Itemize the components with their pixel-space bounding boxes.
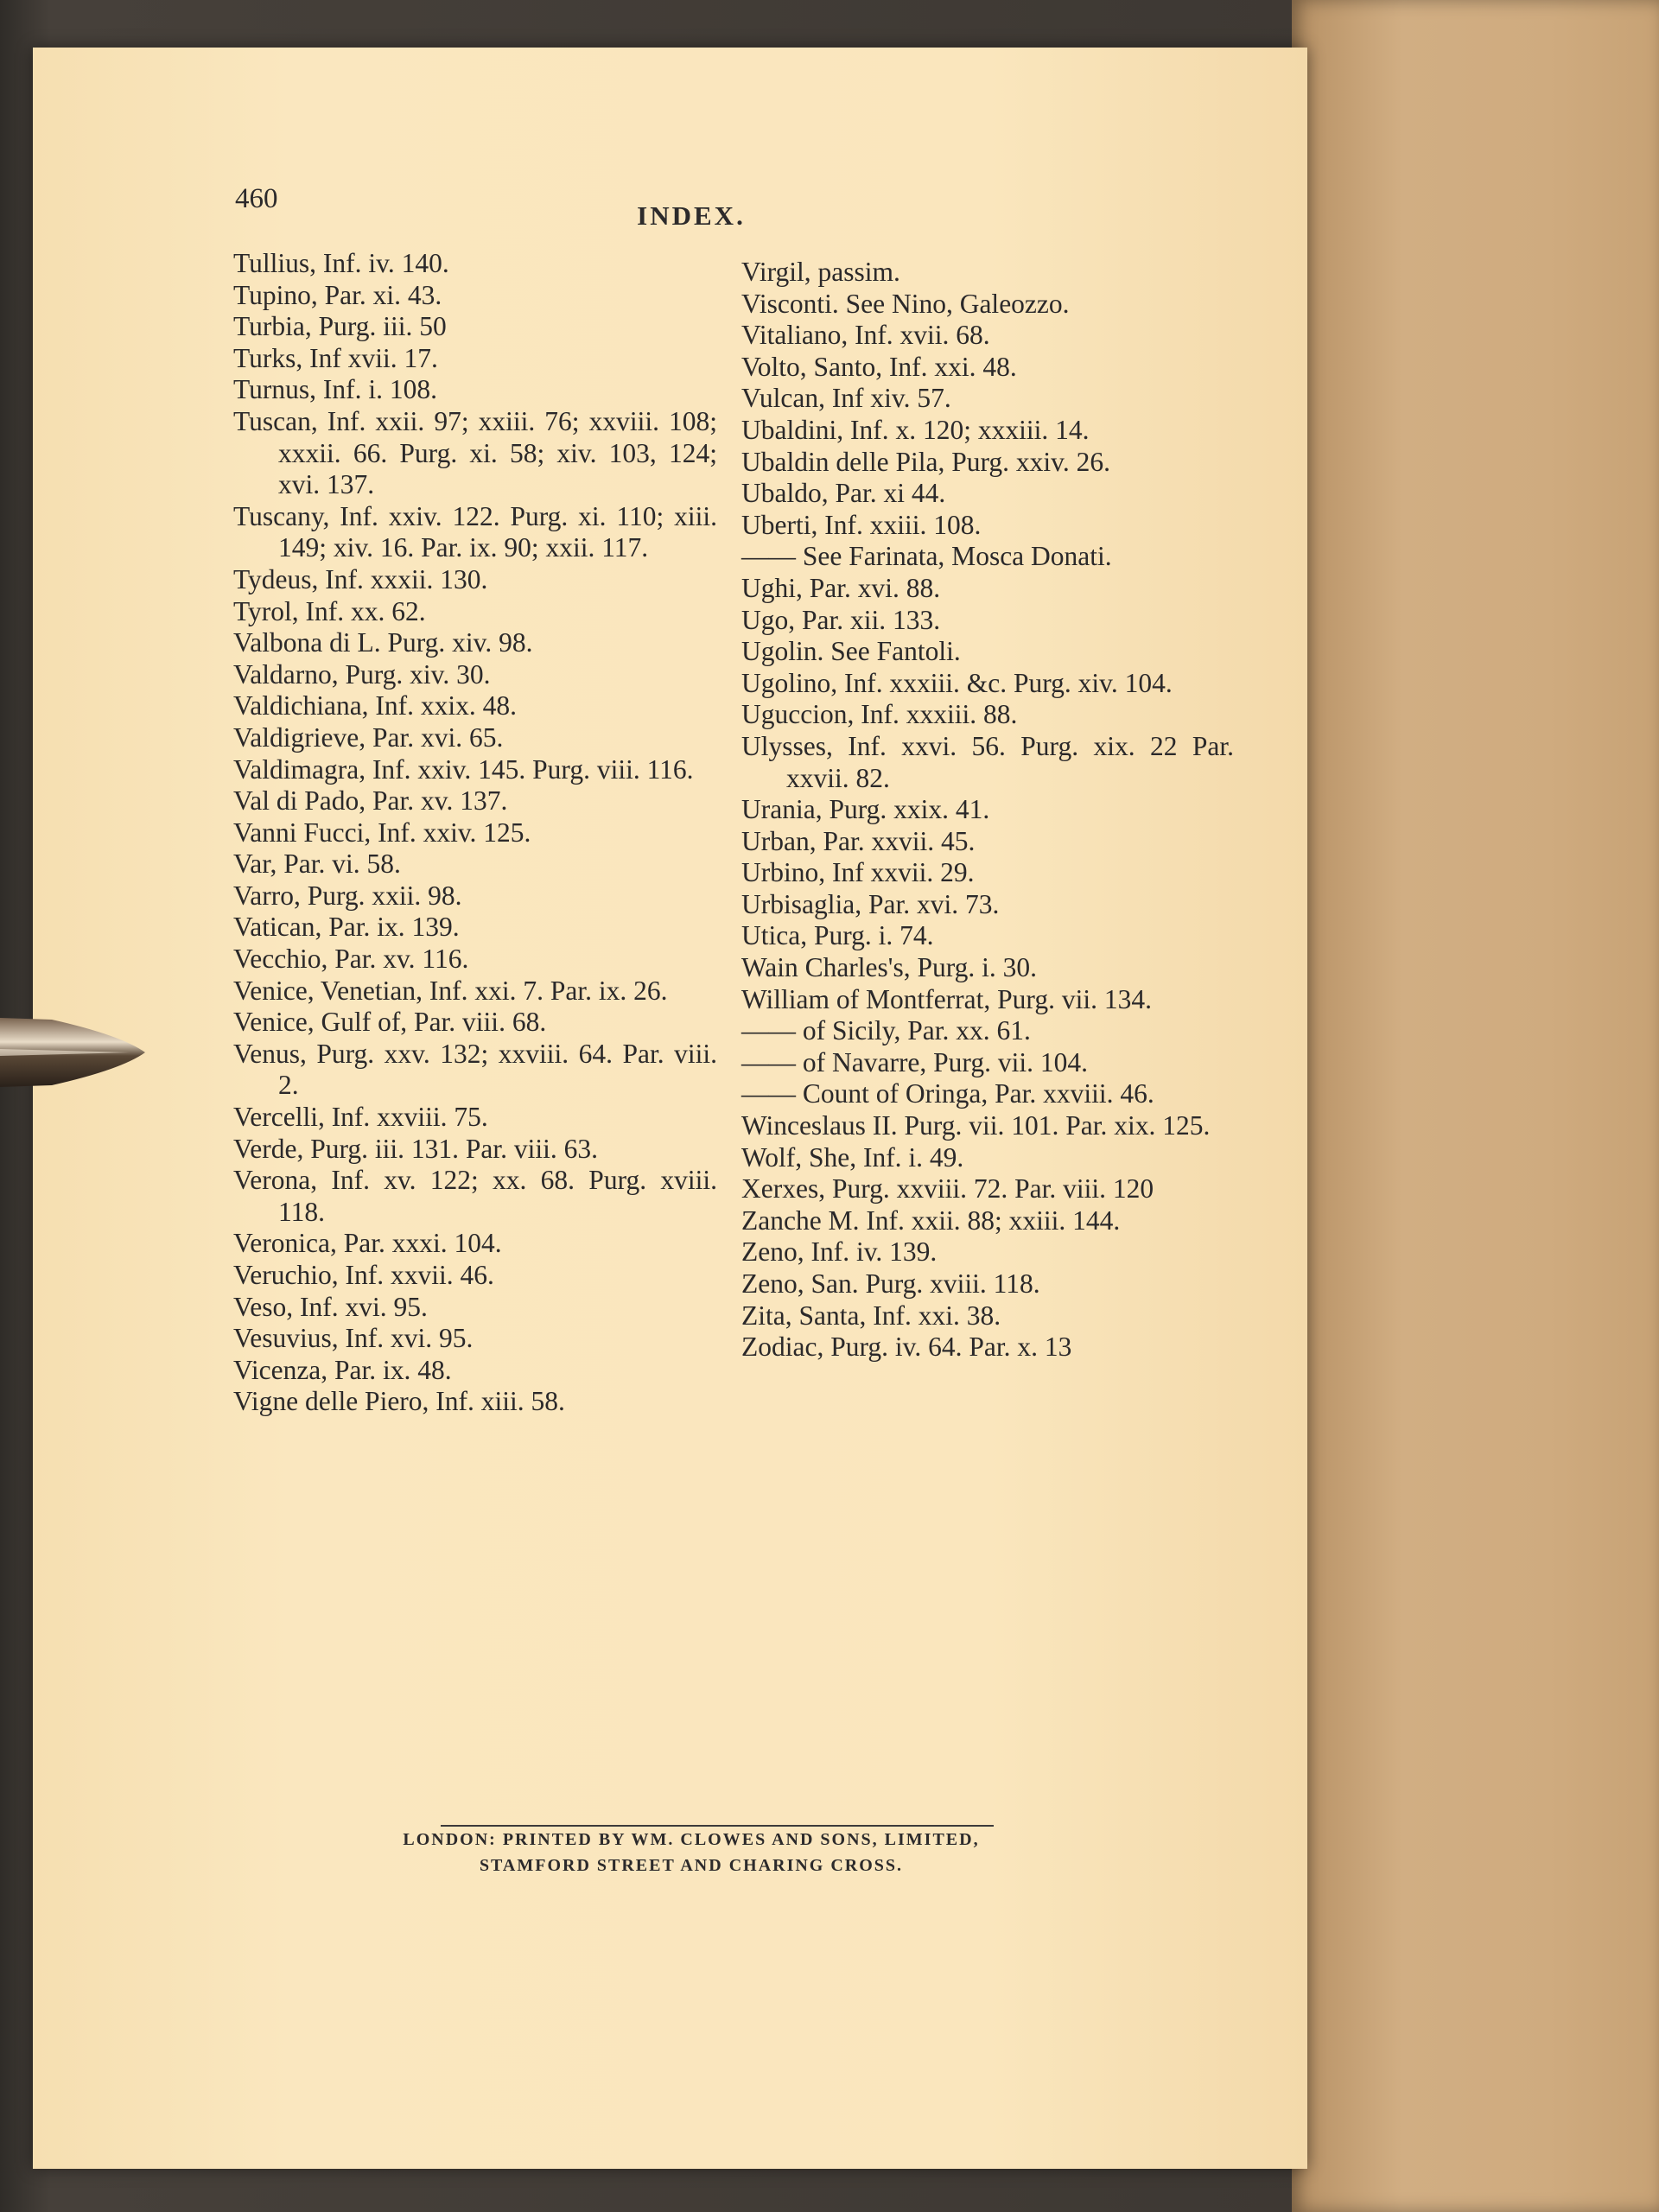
index-entry: Vanni Fucci, Inf. xxiv. 125. <box>233 817 531 848</box>
index-entry: Tydeus, Inf. xxxii. 130. <box>233 563 488 594</box>
index-entry: Ubaldo, Par. xi 44. <box>741 478 946 509</box>
index-entry: Uberti, Inf. xxiii. 108. <box>741 509 982 540</box>
index-entry: Ugolin. See Fantoli. <box>741 636 961 667</box>
index-entry: Ugolino, Inf. xxxiii. &c. Purg. xiv. 104. <box>741 667 1173 698</box>
index-entry: Urbino, Inf xxvii. 29. <box>741 857 975 888</box>
index-entry: Venus, Purg. xxv. 132; xxviii. 64. Par. viii. 2. <box>233 1038 717 1101</box>
page-number: 460 <box>235 183 278 214</box>
index-entry: Tuscany, Inf. xxiv. 122. Purg. xi. 110; xiii. 149; xiv. 16. Par. ix. 90; xxii. 117. <box>233 500 717 563</box>
index-entry: Tyrol, Inf. xx. 62. <box>233 595 426 626</box>
index-entry: Valdigrieve, Par. xvi. 65. <box>233 721 504 753</box>
pen-tip <box>0 1009 147 1096</box>
index-entry: Uguccion, Inf. xxxiii. 88. <box>741 699 1018 730</box>
index-entry: Volto, Santo, Inf. xxi. 48. <box>741 351 1017 382</box>
index-entry: Vigne delle Piero, Inf. xiii. 58. <box>233 1386 565 1417</box>
index-entry: Turbia, Purg. iii. 50 <box>233 311 447 342</box>
index-entry: Urban, Par. xxvii. 45. <box>741 825 976 856</box>
index-entry: Vitaliano, Inf. xvii. 68. <box>741 320 990 351</box>
printer-imprint-line-1: LONDON: PRINTED BY WM. CLOWES AND SONS, LIMITED, <box>403 1830 980 1849</box>
index-entry: Zeno, Inf. iv. 139. <box>741 1236 938 1268</box>
index-entry: Urania, Purg. xxix. 41. <box>741 794 990 825</box>
index-entry: Var, Par. vi. 58. <box>233 849 401 880</box>
index-entry: Ughi, Par. xvi. 88. <box>741 572 941 603</box>
printer-imprint-line-2: STAMFORD STREET AND CHARING CROSS. <box>479 1856 904 1875</box>
index-entry: Valdichiana, Inf. xxix. 48. <box>233 690 518 721</box>
index-entry: Vulcan, Inf xiv. 57. <box>741 383 951 414</box>
index-entry: —— Count of Oringa, Par. xxviii. 46. <box>741 1078 1154 1109</box>
index-entry: Winceslaus II. Purg. vii. 101. Par. xix. 125. <box>741 1110 1211 1141</box>
index-entry: Veronica, Par. xxxi. 104. <box>233 1228 502 1259</box>
index-entry: Vicenza, Par. ix. 48. <box>233 1354 452 1385</box>
index-entry: Tupino, Par. xi. 43. <box>233 279 442 310</box>
index-entry: —— of Navarre, Purg. vii. 104. <box>741 1046 1088 1077</box>
index-entry: Valbona di L. Purg. xiv. 98. <box>233 627 533 658</box>
index-column-right <box>741 257 1234 1363</box>
index-entry: Zodiac, Purg. iv. 64. Par. x. 13 <box>741 1332 1072 1363</box>
running-head: INDEX. <box>637 200 746 231</box>
index-entry: Veruchio, Inf. xxvii. 46. <box>233 1260 494 1290</box>
facing-page <box>1292 0 1659 2212</box>
index-entry: Verona, Inf. xv. 122; xx. 68. Purg. xviii. 118. <box>233 1165 717 1227</box>
index-entry: Xerxes, Purg. xxviii. 72. Par. viii. 120 <box>741 1173 1154 1205</box>
index-entry: Utica, Purg. i. 74. <box>741 920 934 951</box>
index-entry: Ubaldini, Inf. x. 120; xxxiii. 14. <box>741 414 1090 445</box>
index-column-left <box>233 248 717 1418</box>
index-entry: Vesuvius, Inf. xvi. 95. <box>233 1323 474 1354</box>
index-entry: Ugo, Par. xii. 133. <box>741 604 941 635</box>
index-entry: Ubaldin delle Pila, Purg. xxiv. 26. <box>741 446 1110 477</box>
index-entry: William of Montferrat, Purg. vii. 134. <box>741 983 1152 1014</box>
index-entry: Veso, Inf. xvi. 95. <box>233 1291 428 1322</box>
index-entry: Zanche M. Inf. xxii. 88; xxiii. 144. <box>741 1205 1121 1236</box>
index-entry: Vatican, Par. ix. 139. <box>233 912 460 943</box>
index-entry: Val di Pado, Par. xv. 137. <box>233 785 508 817</box>
index-entry: Turks, Inf xvii. 17. <box>233 342 438 373</box>
index-entry: Wolf, She, Inf. i. 49. <box>741 1141 964 1173</box>
index-entry: Zita, Santa, Inf. xxi. 38. <box>741 1300 1001 1331</box>
index-entry: Varro, Purg. xxii. 98. <box>233 880 462 911</box>
index-entry: Virgil, passim. <box>741 257 900 287</box>
index-entry: Vecchio, Par. xv. 116. <box>233 944 469 975</box>
index-entry: Turnus, Inf. i. 108. <box>233 374 437 405</box>
index-entry: Tuscan, Inf. xxii. 97; xxiii. 76; xxviii. 108; xxxii. 66. Purg. xi. 58; xiv. 103, 124; xvi. 137. <box>233 405 717 500</box>
index-entry: Venice, Venetian, Inf. xxi. 7. Par. ix. 26. <box>233 975 668 1006</box>
index-entry: Zeno, San. Purg. xviii. 118. <box>741 1268 1040 1299</box>
index-entry: Valdarno, Purg. xiv. 30. <box>233 658 491 690</box>
index-entry: Wain Charles's, Purg. i. 30. <box>741 952 1038 983</box>
index-entry: Visconti. See Nino, Galeozzo. <box>741 288 1070 319</box>
index-entry: —— of Sicily, Par. xx. 61. <box>741 1015 1031 1046</box>
imprint-rule <box>441 1825 994 1827</box>
index-entry: Valdimagra, Inf. xxiv. 145. Purg. viii. 116. <box>233 753 694 785</box>
index-entry: Venice, Gulf of, Par. viii. 68. <box>233 1007 547 1038</box>
index-entry: Ulysses, Inf. xxvi. 56. Purg. xix. 22 Par. xxvii. 82. <box>741 730 1234 793</box>
index-entry: Tullius, Inf. iv. 140. <box>233 248 449 278</box>
index-entry: Verde, Purg. iii. 131. Par. viii. 63. <box>233 1133 599 1164</box>
index-entry: Vercelli, Inf. xxviii. 75. <box>233 1102 488 1133</box>
index-entry: —— See Farinata, Mosca Donati. <box>741 541 1112 572</box>
index-entry: Urbisaglia, Par. xvi. 73. <box>741 888 1000 919</box>
